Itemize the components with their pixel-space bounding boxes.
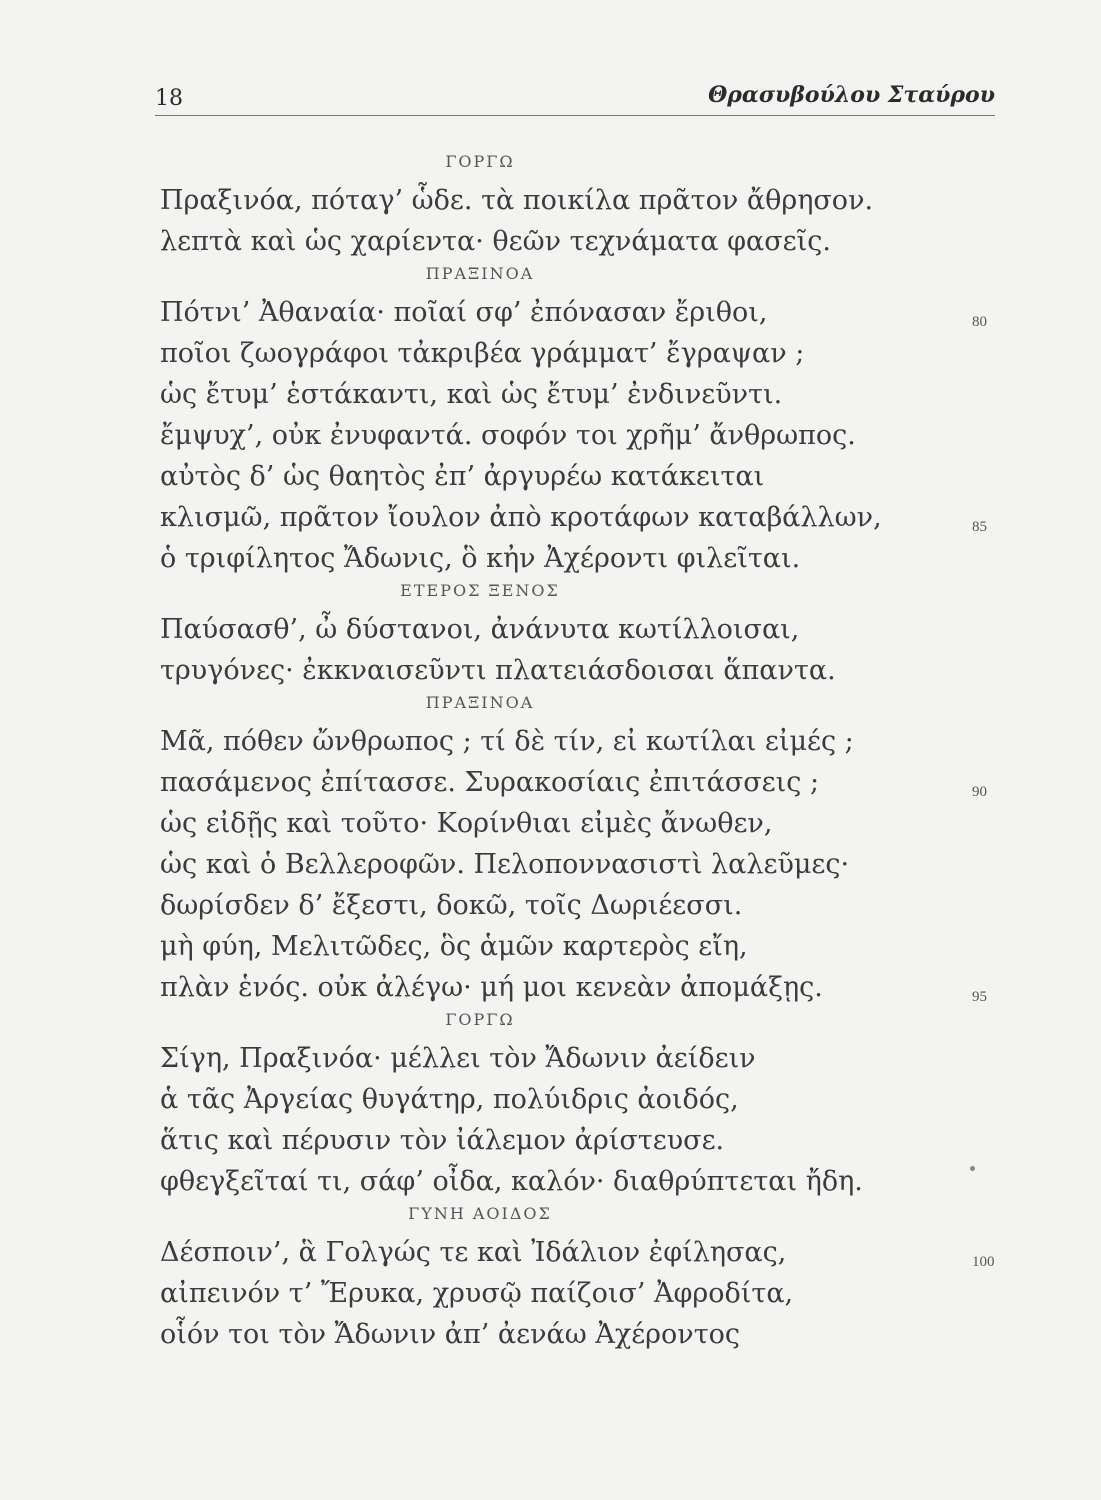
verse-text: τρυγόνες· ἐκκναισεῦντι πλατειάσδοισαι ἅπαντα. (160, 655, 836, 686)
verse-line (160, 180, 1000, 221)
verse-text: ὡς ἔτυμ’ ἑστάκαντι, καὶ ὡς ἔτυμ’ ἐνδινεῦντι. (160, 379, 783, 410)
speaker-name: ΠΡΑΞΙΝΟΑ (425, 264, 535, 283)
page-header (155, 78, 995, 118)
verse-line (160, 292, 1000, 333)
verse-text: μὴ φύη, Μελιτῶδες, ὃς ἁμῶν καρτερὸς εἴη, (160, 931, 748, 962)
verse-line (160, 333, 1000, 374)
line-number: 90 (972, 784, 987, 800)
speaker-name: ΕΤΕΡΟΣ ΞΕΝΟΣ (400, 581, 560, 600)
line-number: 85 (972, 519, 987, 535)
verse-text: οἷόν τοι τὸν Ἄδωνιν ἀπ’ ἀενάω Ἀχέροντος (160, 1319, 741, 1350)
line-number: 80 (972, 314, 987, 330)
verse-text: Παύσασθ’, ὦ δύστανοι, ἀνάνυτα κωτίλλοισαι, (160, 614, 800, 645)
verse-line (160, 415, 1000, 456)
speaker-name: ΓΟΡΓΩ (445, 152, 515, 171)
line-number: 100 (972, 1254, 995, 1270)
verse-line (160, 497, 1000, 538)
speaker-name: ΓΟΡΓΩ (445, 1010, 515, 1029)
verse-text: ἔμψυχ’, οὐκ ἐνυφαντά. σοφόν τοι χρῆμ’ ἄνθρωπος. (160, 420, 856, 451)
verse-line (160, 885, 1000, 926)
verse-text: Σίγη, Πραξινόα· μέλλει τὸν Ἄδωνιν ἀείδειν (160, 1043, 756, 1074)
line-number: 95 (972, 989, 987, 1005)
verse-line (160, 803, 1000, 844)
verse-text: ἁ τᾶς Ἀργείας θυγάτηρ, πολύιδρις ἀοιδός, (160, 1084, 739, 1115)
header-rule (155, 115, 995, 116)
verse-line (160, 926, 1000, 967)
verse-line (160, 967, 1000, 1008)
verse-text: ποῖοι ζωογράφοι τἀκριβέα γράμματ’ ἔγραψαν ; (160, 338, 805, 369)
verse-line (160, 456, 1000, 497)
verse-text: αἰπεινόν τ’ Ἔρυκα, χρυσῷ παίζοισ’ Ἀφροδίτα, (160, 1278, 794, 1309)
verse-line (160, 1120, 1000, 1161)
verse-line (160, 1079, 1000, 1120)
verse-line (160, 609, 1000, 650)
verse-text: φθεγξεῖταί τι, σάφ’ οἶδα, καλόν· διαθρύπτεται ἤδη. (160, 1166, 863, 1197)
verse-text: πασάμενος ἐπίτασσε. Συρακοσίαις ἐπιτάσσεις ; (160, 767, 820, 798)
verse-line (160, 1273, 1000, 1314)
printing-speck (970, 1166, 975, 1171)
verse-line (160, 1232, 1000, 1273)
verse-line (160, 1038, 1000, 1079)
verse-text: λεπτὰ καὶ ὡς χαρίεντα· θεῶν τεχνάματα φασεῖς. (160, 226, 831, 257)
verse-text: Πραξινόα, πόταγ’ ὧδε. τὰ ποικίλα πρᾶτον ἄθρησον. (160, 185, 874, 216)
page-number: 18 (155, 86, 183, 111)
verse-line (160, 374, 1000, 415)
verse-text: δωρίσδεν δ’ ἔξεστι, δοκῶ, τοῖς Δωριέεσσι. (160, 890, 743, 921)
verse-text: ἅτις καὶ πέρυσιν τὸν ἰάλεμον ἀρίστευσε. (160, 1125, 725, 1156)
verse-text: Δέσποιν’, ἃ Γολγώς τε καὶ Ἰδάλιον ἐφίλησας, (160, 1237, 787, 1268)
verse-text: ὡς καὶ ὁ Βελλεροφῶν. Πελοποννασιστὶ λαλεῦμες· (160, 849, 850, 880)
verse-text: αὐτὸς δ’ ὡς θαητὸς ἐπ’ ἀργυρέω κατάκειται (160, 461, 765, 492)
verse-line (160, 844, 1000, 885)
verse-line (160, 762, 1000, 803)
verse-text: Μᾶ, πόθεν ὤνθρωπος ; τί δὲ τίν, εἰ κωτίλαι εἰμές ; (160, 726, 854, 757)
speaker-name: ΓΥΝΗ ΑΟΙΔΟΣ (408, 1204, 552, 1223)
verse-text: κλισμῶ, πρᾶτον ἴουλον ἀπὸ κροτάφων καταβάλλων, (160, 502, 882, 533)
verse-line (160, 538, 1000, 579)
verse-text: Πότνι’ Ἀθαναία· ποῖαί σφ’ ἐπόνασαν ἔριθοι, (160, 297, 768, 328)
verse-line (160, 721, 1000, 762)
speaker-name: ΠΡΑΞΙΝΟΑ (425, 693, 535, 712)
running-head: Θρασυβούλου Σταύρου (708, 82, 995, 108)
verse-line (160, 1161, 1000, 1202)
verse-line (160, 221, 1000, 262)
verse-text: ὁ τριφίλητος Ἄδωνις, ὃ κἠν Ἀχέροντι φιλεῖται. (160, 543, 801, 574)
verse-body (160, 150, 1000, 1355)
verse-text: ὡς εἰδῇς καὶ τοῦτο· Κορίνθιαι εἰμὲς ἄνωθεν, (160, 808, 773, 839)
verse-text: πλὰν ἑνός. οὐκ ἀλέγω· μή μοι κενεὰν ἀπομάξῃς. (160, 972, 823, 1003)
verse-line (160, 1314, 1000, 1355)
verse-line (160, 650, 1000, 691)
